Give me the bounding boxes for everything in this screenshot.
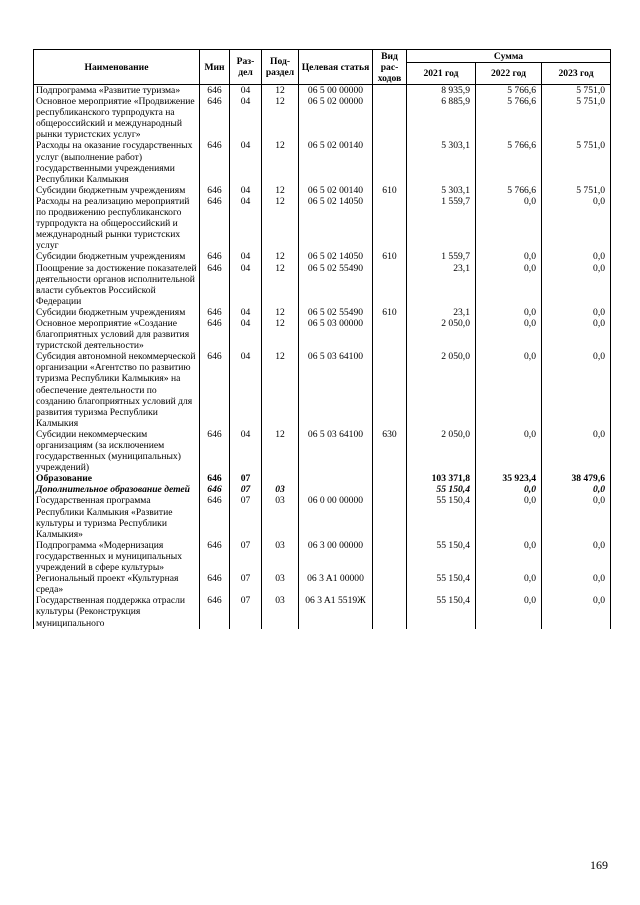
row-sum-2021: 5 303,1 — [407, 140, 476, 184]
table-row — [34, 251, 611, 262]
table-row — [34, 595, 611, 628]
row-sum-2022: 0,0 — [476, 251, 542, 262]
row-target-article — [299, 484, 373, 495]
table-row — [34, 429, 611, 473]
row-expense-type — [373, 263, 407, 307]
row-razdel: 04 — [230, 307, 262, 318]
row-min: 646 — [200, 96, 230, 140]
row-sum-2022: 0,0 — [476, 595, 542, 628]
row-razdel: 07 — [230, 484, 262, 495]
row-min: 646 — [200, 540, 230, 573]
row-sum-2023: 0,0 — [542, 351, 611, 429]
row-min: 646 — [200, 573, 230, 595]
row-razdel: 04 — [230, 251, 262, 262]
row-sum-2021: 55 150,4 — [407, 595, 476, 628]
table-row — [34, 473, 611, 484]
row-expense-type — [373, 495, 407, 539]
row-target-article: 06 5 02 00140 — [299, 140, 373, 184]
header-razdel: Раз-дел — [230, 50, 262, 85]
row-name: Субсидии бюджетным учреждениям — [34, 307, 200, 318]
table-row — [34, 540, 611, 573]
row-razdel: 04 — [230, 351, 262, 429]
row-expense-type — [373, 318, 407, 351]
row-target-article: 06 3 A1 5519Ж — [299, 595, 373, 628]
row-min: 646 — [200, 140, 230, 184]
row-min: 646 — [200, 185, 230, 196]
row-min: 646 — [200, 196, 230, 251]
row-sum-2022: 0,0 — [476, 196, 542, 251]
row-sum-2022: 5 766,6 — [476, 85, 542, 97]
header-year-2023: 2023 год — [542, 63, 611, 85]
row-sum-2021: 1 559,7 — [407, 196, 476, 251]
header-target-article: Целевая статья — [299, 50, 373, 85]
row-min: 646 — [200, 307, 230, 318]
row-name: Субсидия автономной некоммерческой организации «Агентство по развитию туризма Республики Калмыкия» на обеспечение деятельности по созданию благоприятных условий для развития туризма Республики Калмыкия — [34, 351, 200, 429]
row-podrazdel: 12 — [262, 140, 299, 184]
row-razdel: 04 — [230, 318, 262, 351]
row-target-article: 06 5 02 55490 — [299, 263, 373, 307]
row-podrazdel: 12 — [262, 85, 299, 97]
row-sum-2021: 55 150,4 — [407, 540, 476, 573]
row-name: Субсидии бюджетным учреждениям — [34, 251, 200, 262]
row-podrazdel: 03 — [262, 484, 299, 495]
table-body — [34, 85, 611, 629]
table-row — [34, 351, 611, 429]
row-sum-2021: 2 050,0 — [407, 429, 476, 473]
row-name: Основное мероприятие «Продвижение республиканского турпродукта на общероссийский и международный рынки туристских услуг» — [34, 96, 200, 140]
row-expense-type — [373, 96, 407, 140]
table-row — [34, 263, 611, 307]
header-podrazdel: Под-раздел — [262, 50, 299, 85]
row-podrazdel: 12 — [262, 196, 299, 251]
row-razdel: 04 — [230, 263, 262, 307]
row-sum-2023: 5 751,0 — [542, 85, 611, 97]
row-sum-2023: 0,0 — [542, 595, 611, 628]
row-podrazdel: 12 — [262, 429, 299, 473]
row-sum-2023: 38 479,6 — [542, 473, 611, 484]
row-sum-2023: 0,0 — [542, 318, 611, 351]
row-sum-2021: 55 150,4 — [407, 495, 476, 539]
row-sum-2022: 0,0 — [476, 351, 542, 429]
row-name: Субсидии бюджетным учреждениям — [34, 185, 200, 196]
row-sum-2022: 0,0 — [476, 540, 542, 573]
row-sum-2023: 0,0 — [542, 484, 611, 495]
row-sum-2022: 0,0 — [476, 484, 542, 495]
row-name: Региональный проект «Культурная среда» — [34, 573, 200, 595]
row-razdel: 04 — [230, 140, 262, 184]
row-expense-type — [373, 573, 407, 595]
row-razdel: 07 — [230, 473, 262, 484]
row-sum-2021: 103 371,8 — [407, 473, 476, 484]
row-min: 646 — [200, 263, 230, 307]
table-row — [34, 484, 611, 495]
page-number: 169 — [590, 858, 608, 872]
row-podrazdel: 12 — [262, 263, 299, 307]
row-sum-2022: 0,0 — [476, 429, 542, 473]
row-target-article: 06 5 02 14050 — [299, 196, 373, 251]
table-row — [34, 140, 611, 184]
row-expense-type: 610 — [373, 251, 407, 262]
row-name: Подпрограмма «Модернизация государственных и муниципальных учреждений в сфере культуры» — [34, 540, 200, 573]
row-expense-type — [373, 351, 407, 429]
row-sum-2022: 35 923,4 — [476, 473, 542, 484]
row-target-article: 06 5 03 64100 — [299, 351, 373, 429]
row-sum-2023: 0,0 — [542, 495, 611, 539]
table-row — [34, 85, 611, 97]
row-razdel: 04 — [230, 185, 262, 196]
row-name: Государственная программа Республики Калмыкия «Развитие культуры и туризма Республики Калмыкия» — [34, 495, 200, 539]
row-sum-2022: 0,0 — [476, 263, 542, 307]
row-sum-2021: 8 935,9 — [407, 85, 476, 97]
row-razdel: 04 — [230, 96, 262, 140]
row-sum-2021: 2 050,0 — [407, 351, 476, 429]
row-razdel: 04 — [230, 85, 262, 97]
row-sum-2022: 5 766,6 — [476, 185, 542, 196]
row-podrazdel: 12 — [262, 307, 299, 318]
row-sum-2023: 5 751,0 — [542, 140, 611, 184]
row-sum-2023: 0,0 — [542, 573, 611, 595]
row-target-article — [299, 473, 373, 484]
row-razdel: 07 — [230, 495, 262, 539]
row-target-article: 06 5 03 64100 — [299, 429, 373, 473]
row-target-article: 06 5 03 00000 — [299, 318, 373, 351]
row-sum-2023: 0,0 — [542, 196, 611, 251]
row-min: 646 — [200, 429, 230, 473]
row-sum-2022: 0,0 — [476, 495, 542, 539]
row-sum-2021: 23,1 — [407, 263, 476, 307]
row-sum-2023: 5 751,0 — [542, 96, 611, 140]
row-target-article: 06 5 02 00140 — [299, 185, 373, 196]
row-name: Субсидии некоммерческим организациям (за исключением государственных (муниципальных) учреждений) — [34, 429, 200, 473]
row-target-article: 06 3 A1 00000 — [299, 573, 373, 595]
row-sum-2022: 0,0 — [476, 318, 542, 351]
header-expense-type: Вид рас-ходов — [373, 50, 407, 85]
row-min: 646 — [200, 495, 230, 539]
table-row — [34, 96, 611, 140]
row-expense-type — [373, 595, 407, 628]
row-sum-2021: 6 885,9 — [407, 96, 476, 140]
table-row — [34, 307, 611, 318]
row-sum-2021: 23,1 — [407, 307, 476, 318]
row-expense-type — [373, 140, 407, 184]
row-sum-2023: 0,0 — [542, 251, 611, 262]
row-sum-2023: 0,0 — [542, 307, 611, 318]
row-expense-type — [373, 473, 407, 484]
row-expense-type — [373, 484, 407, 495]
row-razdel: 07 — [230, 573, 262, 595]
row-expense-type: 630 — [373, 429, 407, 473]
row-razdel: 07 — [230, 540, 262, 573]
table-row — [34, 318, 611, 351]
row-sum-2021: 55 150,4 — [407, 484, 476, 495]
row-name: Поощрение за достижение показателей деятельности органов исполнительной власти субъектов Российской Федерации — [34, 263, 200, 307]
row-podrazdel: 12 — [262, 251, 299, 262]
row-razdel: 04 — [230, 429, 262, 473]
row-sum-2021: 5 303,1 — [407, 185, 476, 196]
row-name: Дополнительное образование детей — [34, 484, 200, 495]
row-target-article: 06 0 00 00000 — [299, 495, 373, 539]
row-podrazdel: 03 — [262, 573, 299, 595]
row-sum-2021: 55 150,4 — [407, 573, 476, 595]
row-target-article: 06 5 02 14050 — [299, 251, 373, 262]
row-podrazdel: 12 — [262, 185, 299, 196]
row-target-article: 06 3 00 00000 — [299, 540, 373, 573]
row-min: 646 — [200, 351, 230, 429]
row-min: 646 — [200, 251, 230, 262]
header-year-2022: 2022 год — [476, 63, 542, 85]
row-expense-type: 610 — [373, 185, 407, 196]
row-min: 646 — [200, 318, 230, 351]
row-podrazdel: 12 — [262, 351, 299, 429]
row-target-article: 06 5 02 55490 — [299, 307, 373, 318]
row-sum-2022: 0,0 — [476, 307, 542, 318]
row-target-article: 06 5 00 00000 — [299, 85, 373, 97]
row-min: 646 — [200, 85, 230, 97]
row-podrazdel: 03 — [262, 595, 299, 628]
row-podrazdel: 03 — [262, 540, 299, 573]
row-podrazdel: 03 — [262, 495, 299, 539]
row-razdel: 04 — [230, 196, 262, 251]
row-podrazdel: 12 — [262, 96, 299, 140]
budget-table — [33, 49, 611, 629]
row-podrazdel — [262, 473, 299, 484]
row-podrazdel: 12 — [262, 318, 299, 351]
row-sum-2023: 0,0 — [542, 263, 611, 307]
row-expense-type — [373, 85, 407, 97]
row-sum-2023: 5 751,0 — [542, 185, 611, 196]
row-sum-2023: 0,0 — [542, 429, 611, 473]
table-row — [34, 185, 611, 196]
row-name: Подпрограмма «Развитие туризма» — [34, 85, 200, 97]
header-sum: Сумма — [407, 50, 611, 63]
table-row — [34, 196, 611, 251]
row-sum-2021: 2 050,0 — [407, 318, 476, 351]
row-sum-2022: 5 766,6 — [476, 140, 542, 184]
row-target-article: 06 5 02 00000 — [299, 96, 373, 140]
row-sum-2022: 5 766,6 — [476, 96, 542, 140]
row-min: 646 — [200, 473, 230, 484]
header-name: Наименование — [34, 50, 200, 85]
row-name: Расходы на реализацию мероприятий по продвижению республиканского турпродукта на общероссийский и международный рынки туристских услуг — [34, 196, 200, 251]
header-year-2021: 2021 год — [407, 63, 476, 85]
row-name: Образование — [34, 473, 200, 484]
row-min: 646 — [200, 595, 230, 628]
row-expense-type — [373, 196, 407, 251]
table-row — [34, 495, 611, 539]
row-name: Расходы на оказание государственных услуг (выполнение работ) государственными учреждениями Республики Калмыкия — [34, 140, 200, 184]
row-min: 646 — [200, 484, 230, 495]
table-row — [34, 573, 611, 595]
row-razdel: 07 — [230, 595, 262, 628]
header-min: Мин — [200, 50, 230, 85]
row-sum-2023: 0,0 — [542, 540, 611, 573]
row-sum-2021: 1 559,7 — [407, 251, 476, 262]
row-name: Основное мероприятие «Создание благоприятных условий для развития туристской деятельности» — [34, 318, 200, 351]
row-sum-2022: 0,0 — [476, 573, 542, 595]
row-expense-type: 610 — [373, 307, 407, 318]
row-name: Государственная поддержка отрасли культуры (Реконструкция муниципального — [34, 595, 200, 628]
row-expense-type — [373, 540, 407, 573]
